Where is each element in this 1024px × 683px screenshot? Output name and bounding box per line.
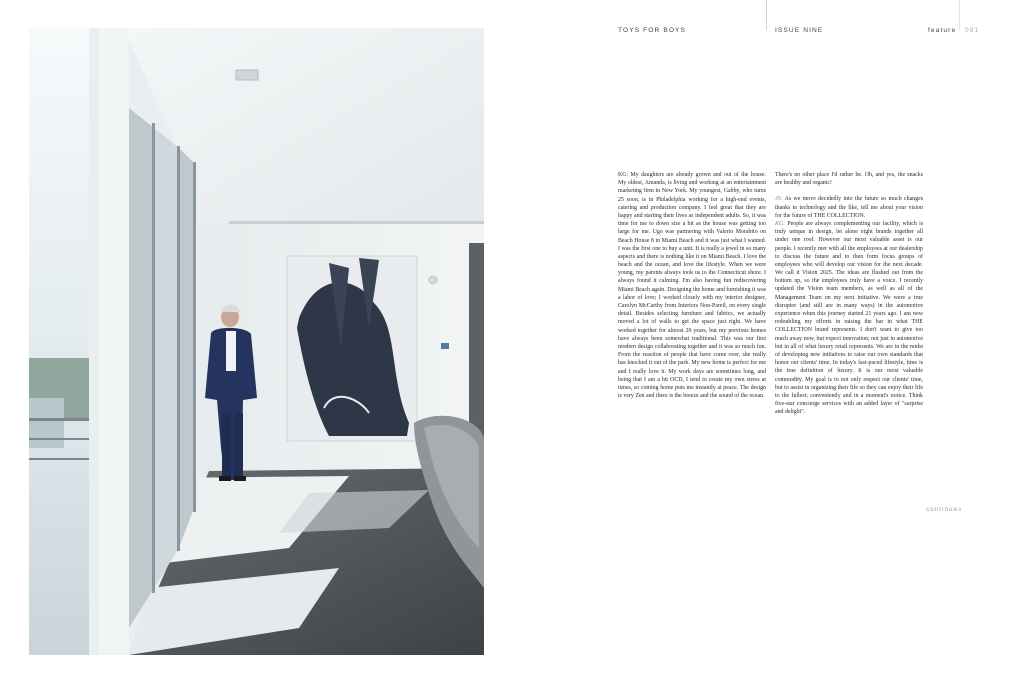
article-column-1 bbox=[618, 171, 766, 400]
page-number: 091 bbox=[965, 27, 980, 34]
header-section-title: TOYS FOR BOYS bbox=[618, 27, 687, 34]
feature-photo bbox=[29, 28, 484, 655]
question-text: As we move decidedly into the future so much changes thanks to technology and the like, tell me about your vision for the future of THE COLLECTION. bbox=[775, 196, 923, 219]
continues-label: continues bbox=[926, 507, 963, 513]
article-paragraph-intro: There's no other place I'd rather be. Oh, and yes, the snacks are healthy and organic! bbox=[775, 172, 923, 187]
question-marker: JS: bbox=[775, 196, 783, 203]
answer-text: People are always complementing our facility, which is truly unique in design, let alone eight brands together all under one roof. However our most valuable asset is our people. I recently met with all the employees at our dealership to discuss the future and to then form focus groups of employees who will develop our vision for the next decade. We call it Vision 2025. The ideas are flushed out from the bottom up, so the employees truly have a voice. I recently updated the Vision team members, as well as all of the Management Team on my next initiative. We were a true disruptor (and still are in many ways) in the automotive experience when this journey started 21 years ago. I am now redoubling my efforts in raising the bar in what THE COLLECTION brand represents. I don't want to give too much away now, but expect innovation; not just in automotive but in all of what luxury retail represents. We are in the midst of developing new initiatives to raise our own standards that honor our clients' time. In today's fast-paced lifestyle, time is the true definition of luxury. It is our most valuable commodity. My goal is to not only respect our clients' time, but to assist in organizing their life so they can enjoy their life to the fullest; conveniently and in a moment's notice. Think five-star concierge services with an added layer of "surprise and delight". bbox=[775, 220, 923, 416]
answer-marker: KG: bbox=[775, 220, 786, 227]
page-edge-line bbox=[959, 0, 960, 30]
interview-question bbox=[775, 195, 923, 220]
running-header bbox=[618, 27, 980, 39]
article-column-2 bbox=[775, 171, 923, 416]
header-divider-line bbox=[766, 0, 767, 30]
article-paragraph: KG: My daughters are already grown and out of the house. My oldest, Amanda, is living and working at an entertainment marketing firm in New York. My youngest, Gabby, who turns 25 soon, is in Philadelphia working for a high-end events, catering and production company. I feel great that they are happy and starting their lives as independent adults. So, it was time for me to down size a bit as the house was getting too large for me. Ugo was partnering with Valerio Morabito on Beach House 8 in Miami Beach and it was just what I wanted. I was the first one to buy a unit. It is really a jewel in so many aspects and there is nothing like it on Miami Beach. I love the beach and the ocean, and love the lifestyle. When we were young, my parents always took us to the Connecticut shore. I always found it calming. I'm also having fun rediscovering Miami Beach again. Designing the home and furnishing it was a labor of love; I worked closely with my interior designer, Carolyn McCarthy from Interiors Non-Pareil, on every single detail. Besides selecting furniture and fabrics, we actually moved a lot of walls to get the space just right. We have worked together for almost 20 years, but my previous homes have always been somewhat traditional. This was our first modern design collaborating together and it was so much fun. From the reaction of people that have come over, she really has knocked it out of the park. My new home is perfect for me and I really love it. My work days are sometimes long, and being that I am a bit OCD, I tend to create my own stress at times, so coming home puts me instantly at peace. The design is very Zen and there is the breeze and the sound of the ocean. bbox=[618, 172, 766, 400]
header-feature-label: feature bbox=[928, 27, 957, 34]
interview-answer bbox=[775, 220, 923, 417]
header-issue: ISSUE NINE bbox=[775, 27, 824, 34]
